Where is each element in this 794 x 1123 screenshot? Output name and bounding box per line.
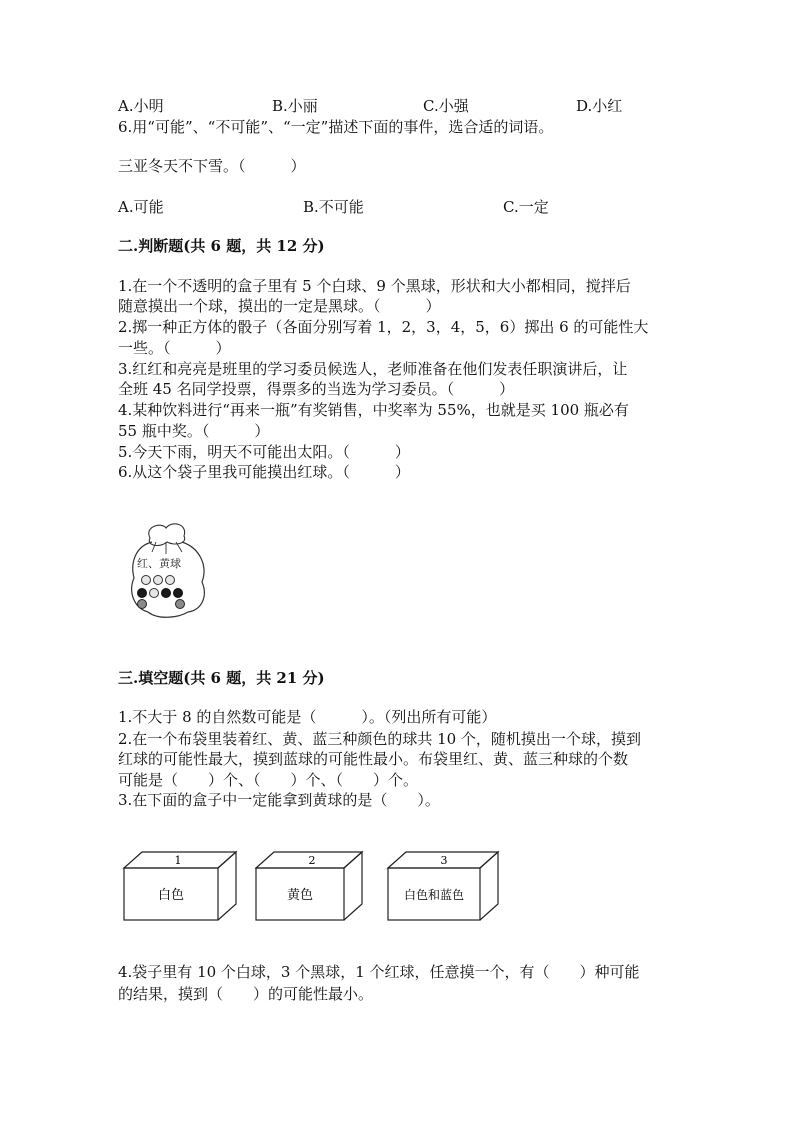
s3-line: 1.不大于 8 的自然数可能是（ ）。（列出所有可能） <box>118 708 497 726</box>
ball-gray <box>176 600 185 609</box>
box-2-label: 黄色 <box>286 888 314 903</box>
s2-line: 6.从这个袋子里我可能摸出红球。（ ） <box>118 463 410 481</box>
ball-dark <box>174 589 183 598</box>
q6-prompt: 6.用“可能”、“不可能”、“一定”描述下面的事件，选合适的词语。 <box>118 118 554 136</box>
s3-line: 4.袋子里有 10 个白球，3 个黑球，1 个红球，任意摸一个，有（ ）种可能 <box>118 963 640 981</box>
box-1 <box>124 852 236 920</box>
s2-line: 3.红红和亮亮是班里的学习委员候选人，老师准备在他们发表任职演讲后，让 <box>118 360 628 378</box>
ball-light <box>142 576 151 585</box>
s2-line: 1.在一个不透明的盒子里有 5 个白球、9 个黑球，形状和大小都相同，搅拌后 <box>118 277 631 295</box>
ball-dark <box>138 589 147 598</box>
s3-line: 3.在下面的盒子中一定能拿到黄球的是（ ）。 <box>118 791 440 809</box>
bag-label: 红、黄球 <box>137 557 181 570</box>
s3-line: 可能是（ ）个、（ ）个、（ ）个。 <box>118 771 419 789</box>
box-2 <box>256 852 362 920</box>
ball-light <box>154 576 163 585</box>
q6-event: 三亚冬天不下雪。（ ） <box>118 157 306 175</box>
s2-line: 2.掷一种正方体的骰子（各面分别写着 1，2，3，4，5，6）掷出 6 的可能性大 <box>118 318 649 336</box>
bag-folds <box>152 542 182 554</box>
s3-line: 的结果，摸到（ ）的可能性最小。 <box>118 985 374 1003</box>
ball-bag-illustration <box>122 518 212 628</box>
q5-option-b: B.小丽 <box>272 97 318 115</box>
box-2-number: 2 <box>308 854 316 867</box>
box-1-number: 1 <box>174 854 182 867</box>
s3-line: 红球的可能性最大，摸到蓝球的可能性最小。布袋里红、黄、蓝三种球的个数 <box>118 750 629 768</box>
q5-option-a: A.小明 <box>118 97 164 115</box>
ball-light <box>166 576 175 585</box>
box-3 <box>388 852 498 920</box>
s2-line: 随意摸出一个球，摸出的一定是黑球。（ ） <box>118 297 441 315</box>
s2-line: 4.某种饮料进行“再来一瓶”有奖销售，中奖率为 55%，也就是买 100 瓶必有 <box>118 401 629 419</box>
ball-dark <box>162 589 171 598</box>
box-1-label: 白色 <box>157 888 185 903</box>
section2-title: 二.判断题(共 6 题，共 12 分) <box>118 237 325 255</box>
s3-line: 2.在一个布袋里装着红、黄、蓝三种颜色的球共 10 个，随机摸出一个球，摸到 <box>118 730 641 748</box>
box-3-number: 3 <box>440 854 448 867</box>
s2-line: 全班 45 名同学投票，得票多的当选为学习委员。（ ） <box>118 380 515 398</box>
s2-line: 5.今天下雨，明天不可能出太阳。（ ） <box>118 443 410 461</box>
box-3-label: 白色和蓝色 <box>403 888 465 902</box>
q6-option-c: C.一定 <box>503 198 549 216</box>
q6-option-b: B.不可能 <box>303 198 364 216</box>
q6-option-a: A.可能 <box>118 198 164 216</box>
q5-option-d: D.小红 <box>576 97 623 115</box>
ball-light <box>150 589 159 598</box>
section3-title: 三.填空题(共 6 题，共 21 分) <box>118 669 325 687</box>
s2-line: 一些。（ ） <box>118 339 231 357</box>
ball-gray <box>138 600 147 609</box>
boxes-illustration <box>120 846 510 926</box>
bag-tie-top <box>149 524 185 546</box>
q5-option-c: C.小强 <box>423 97 469 115</box>
s2-line: 55 瓶中奖。（ ） <box>118 422 270 440</box>
